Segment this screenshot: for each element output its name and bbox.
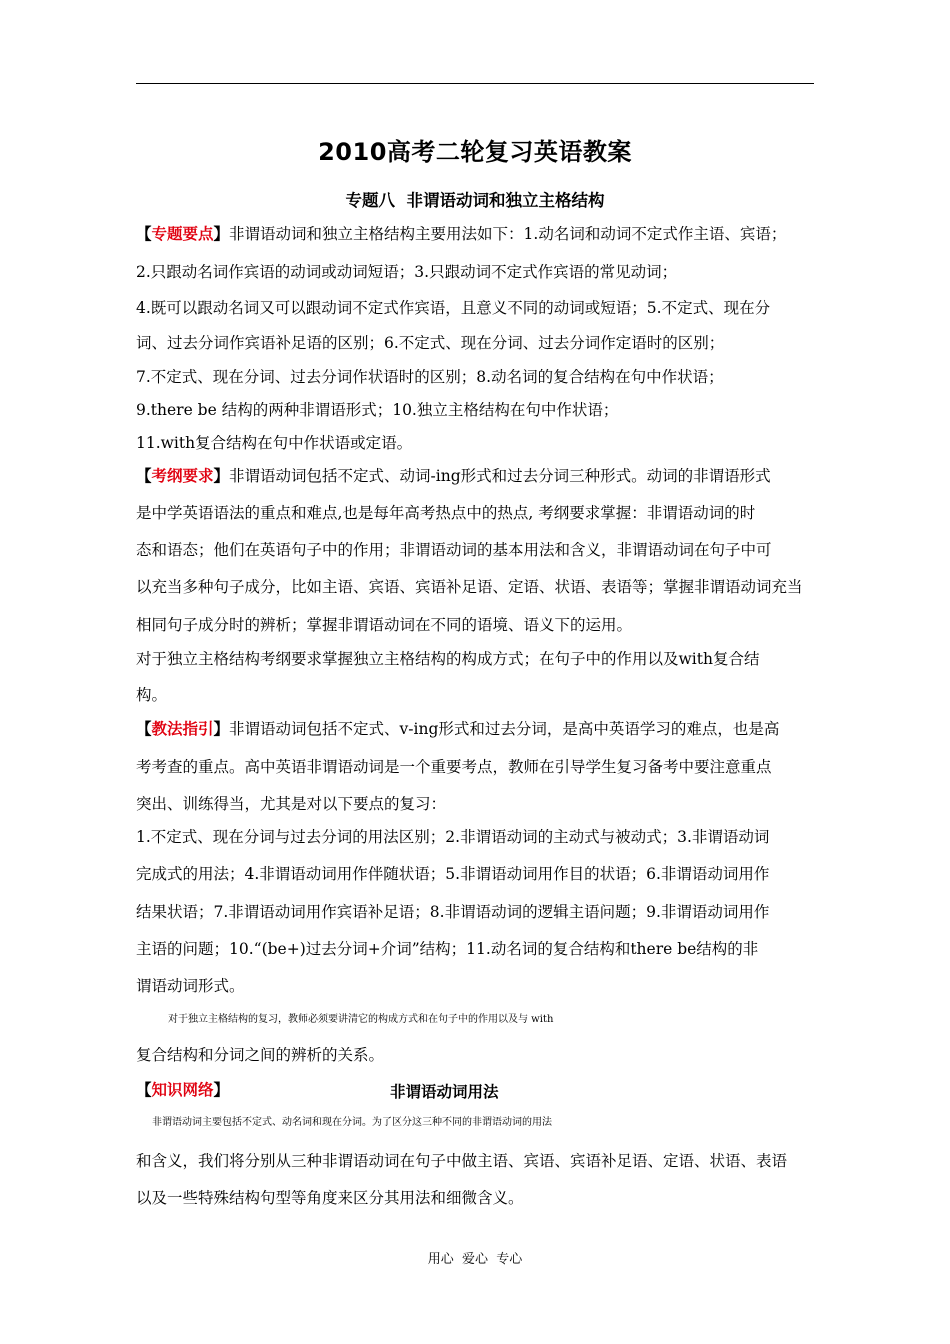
teaching-line: 完成式的用法；4.非谓语动词用作伴随状语；5.非谓语动词用作目的状语；6.非谓语动词用作 [136, 865, 770, 883]
section-label-requirements: 考纲要求 [151, 467, 214, 485]
header-rule [136, 83, 814, 84]
requirements-line: 相同句子成分时的辨析；掌握非谓语动词在不同的语境、语义下的运用。 [136, 616, 633, 634]
knowledge-line: 和含义，我们将分别从三种非谓语动词在句子中做主语、宾语、宾语补足语、定语、状语、表语 [136, 1152, 788, 1170]
teaching-line: 复合结构和分词之间的辨析的关系。 [136, 1046, 385, 1064]
section-label-knowledge: 知识网络 [151, 1081, 214, 1099]
section-label-points: 专题要点 [151, 225, 214, 243]
knowledge-title: 非谓语动词用法 [390, 1083, 499, 1101]
requirements-line: 以充当多种句子成分，比如主语、宾语、宾语补足语、定语、状语、表语等；掌握非谓语动词充当 [136, 578, 803, 596]
section-label-teaching: 教法指引 [151, 720, 214, 738]
document-title: 2010高考二轮复习英语教案 [318, 138, 632, 166]
points-line: 词、过去分词作宾语补足语的区别；6.不定式、现在分词、过去分词作定语时的区别； [136, 334, 725, 352]
teaching-line: 主语的问题；10.“(be+)过去分词+介词”结构；11.动名词的复合结构和there be结构的非 [136, 940, 759, 958]
knowledge-heading: 【知识网络】 [136, 1081, 230, 1099]
requirements-line: 态和语态；他们在英语句子中的作用；非谓语动词的基本用法和含义，非谓语动词在句子中可 [136, 541, 772, 559]
requirements-paragraph-line: 【考纲要求】非谓语动词包括不定式、动词-ing形式和过去分词三种形式。动词的非谓语形式 [136, 467, 771, 485]
page-footer: 用心 爱心 专心 [427, 1252, 523, 1267]
teaching-paragraph-line: 【教法指引】非谓语动词包括不定式、v-ing形式和过去分词，是高中英语学习的难点，也是高 [136, 720, 780, 738]
teaching-line: 对于独立主格结构的复习，教师必须要讲清它的构成方式和在句子中的作用以及与 with [168, 1014, 554, 1025]
requirements-line: 是中学英语语法的重点和难点,也是每年高考热点中的热点, 考纲要求掌握：非谓语动词的时 [136, 504, 756, 522]
teaching-line: 突出、训练得当，尤其是对以下要点的复习： [136, 795, 447, 813]
document-subtitle: 专题八 非谓语动词和独立主格结构 [345, 191, 605, 210]
knowledge-line: 非谓语动词主要包括不定式、动名词和现在分词。为了区分这三种不同的非谓语动词的用法 [152, 1117, 552, 1128]
teaching-line: 结果状语；7.非谓语动词用作宾语补足语；8.非谓语动词的逻辑主语问题；9.非谓语动词用作 [136, 903, 770, 921]
points-line: 11.with复合结构在句中作状语或定语。 [136, 434, 413, 452]
requirements-line: 构。 [136, 686, 168, 704]
points-line: 9.there be 结构的两种非谓语形式；10.独立主格结构在句中作状语； [136, 401, 619, 419]
knowledge-line: 以及一些特殊结构句型等角度来区分其用法和细微含义。 [136, 1189, 524, 1207]
teaching-line: 谓语动词形式。 [136, 977, 245, 995]
points-line: 2.只跟动名词作宾语的动词或动词短语；3.只跟动词不定式作宾语的常见动词； [136, 263, 678, 281]
points-line: 4.既可以跟动名词又可以跟动词不定式作宾语，且意义不同的动词或短语；5.不定式、现在分 [136, 299, 771, 317]
teaching-line: 考考查的重点。高中英语非谓语动词是一个重要考点，教师在引导学生复习备考中要注意重点 [136, 758, 772, 776]
teaching-line: 1.不定式、现在分词与过去分词的用法区别；2.非谓语动词的主动式与被动式；3.非谓语动词 [136, 828, 770, 846]
points-paragraph-line: 【专题要点】非谓语动词和独立主格结构主要用法如下：1.动名词和动词不定式作主语、宾语； [136, 225, 787, 243]
points-line: 7.不定式、现在分词、过去分词作状语时的区别；8.动名词的复合结构在句中作状语； [136, 368, 724, 386]
requirements-line: 对于独立主格结构考纲要求掌握独立主格结构的构成方式；在句子中的作用以及with复合结 [136, 650, 760, 668]
